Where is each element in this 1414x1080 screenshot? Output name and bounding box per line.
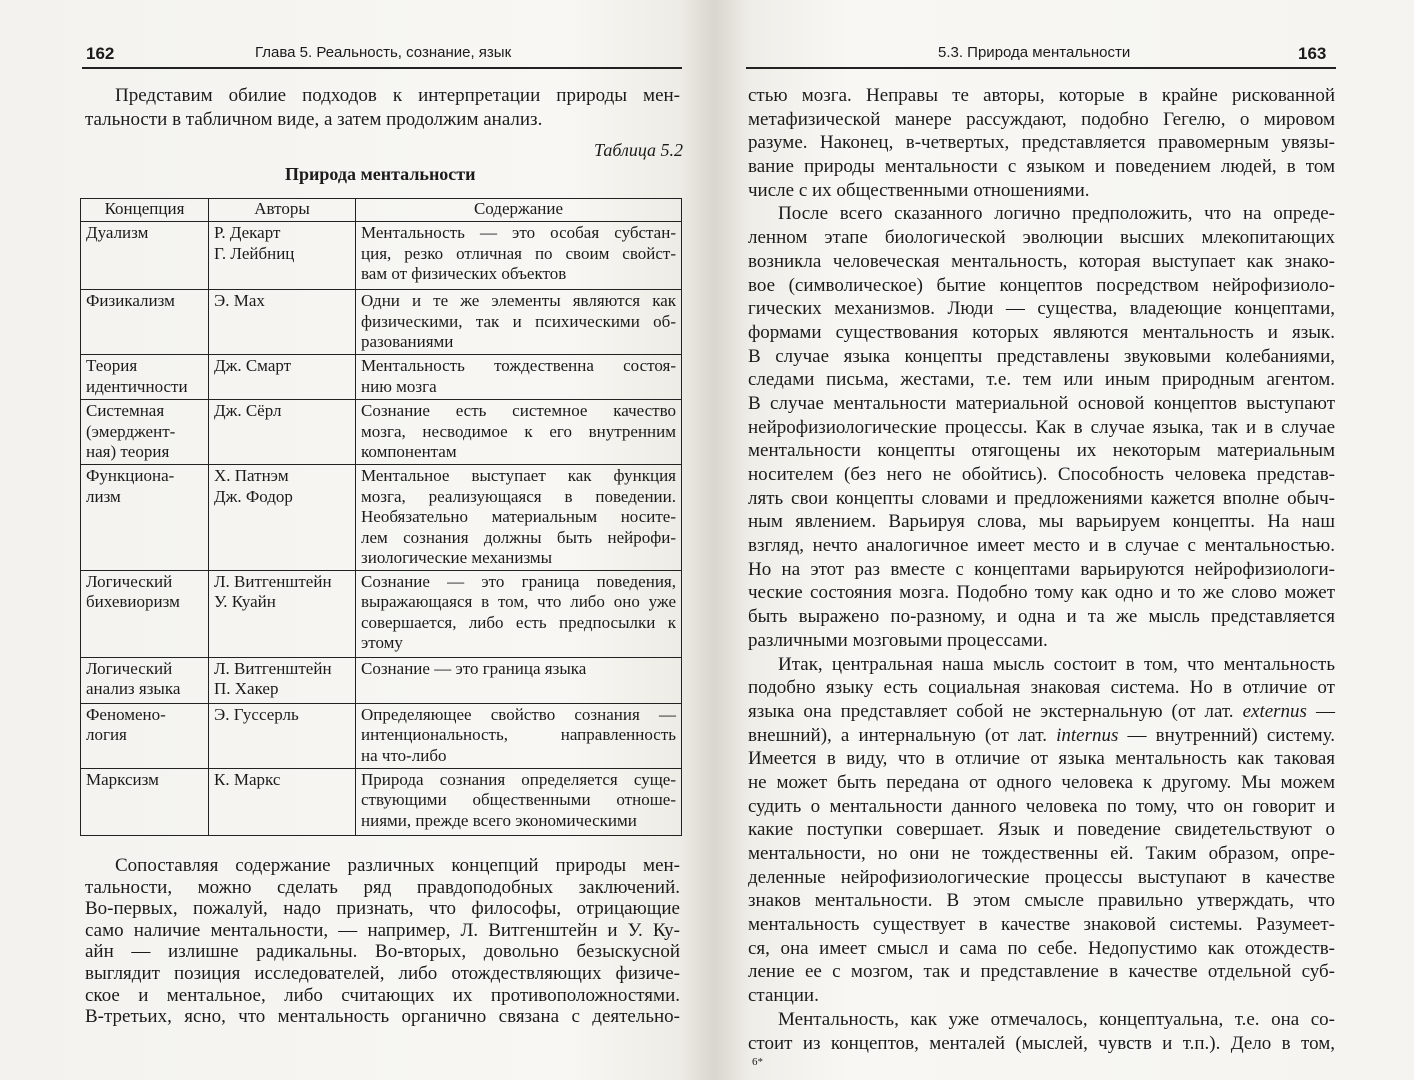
authors-cell bbox=[209, 768, 356, 835]
text-line: судить о ментальности данного человека по тому, что он говорит и bbox=[748, 795, 1335, 817]
text-line: В случае языка концепты представлены звуковыми колебаниями, bbox=[748, 345, 1335, 367]
text-segment: — внутренний) систему. bbox=[1118, 724, 1336, 746]
intro-paragraph bbox=[85, 84, 680, 131]
cell-line: Сознание есть системное качество bbox=[361, 401, 676, 420]
italic-term: externus bbox=[1242, 700, 1307, 722]
content-cell bbox=[356, 703, 682, 768]
cell-line: Системная bbox=[86, 401, 165, 420]
running-head-left: Глава 5. Реальность, сознание, язык bbox=[255, 44, 512, 61]
page-number-left: 162 bbox=[86, 44, 115, 63]
header-rule-right bbox=[746, 67, 1336, 69]
content-cell bbox=[356, 400, 682, 465]
content-cell bbox=[356, 657, 682, 703]
cell-line: Ментальное выступает как функция bbox=[361, 466, 676, 485]
text-line: какие поступки совершает. Язык и поведение свидетельствуют о bbox=[748, 819, 1335, 841]
table-row bbox=[81, 400, 682, 465]
text-line: различными мозговыми процессами. bbox=[748, 629, 1048, 651]
signature-mark: 6* bbox=[752, 1056, 763, 1068]
text-line: возникла человеческая ментальность, которая выступает как знако- bbox=[748, 250, 1335, 272]
cell-line: У. Куайн bbox=[214, 592, 276, 611]
cell-line: П. Хакер bbox=[214, 679, 279, 698]
cell-line: лем сознания должны быть нейрофи- bbox=[361, 527, 676, 547]
text-line: стоит из концептов, менталей (мыслей, чувств и т.п.). Дело в том, bbox=[748, 1032, 1335, 1054]
text-line: Во-первых, пожалуй, надо признать, что философы, отрицающие bbox=[85, 898, 680, 920]
cell-line: Определяющее свойство сознания — bbox=[361, 704, 676, 724]
closing-paragraph bbox=[85, 855, 680, 1028]
text-line: тальности в табличном виде, а затем продолжим анализ. bbox=[85, 108, 543, 130]
table-label: Таблица 5.2 bbox=[594, 140, 684, 160]
content-cell bbox=[356, 290, 682, 355]
authors-cell bbox=[209, 400, 356, 465]
cell-line: Л. Витгенштейн bbox=[214, 571, 332, 591]
text-line: Представим обилие подходов к интерпретации природы мен- bbox=[115, 85, 680, 106]
cell-line: Необязательно материальным носите- bbox=[361, 507, 676, 526]
text-line: носителем (без него не обойтись). Способность человека представ- bbox=[748, 464, 1335, 485]
text-line bbox=[748, 700, 1335, 724]
text-line: подобно языку есть социальная знаковая система. Но в отличие от bbox=[748, 677, 1335, 699]
right-page-body bbox=[748, 84, 1335, 1055]
text-line: ческие состояния мозга. Подобно тому как одно и то же слово может bbox=[748, 582, 1335, 604]
cell-line: Физикализм bbox=[86, 291, 175, 310]
text-line: стью мозга. Неправы те авторы, которые в крайне рискованной bbox=[748, 85, 1335, 106]
text-line: Ментальность, как уже отмечалось, концептуальна, т.е. она со- bbox=[778, 1008, 1335, 1030]
authors-cell bbox=[209, 703, 356, 768]
content-cell bbox=[356, 570, 682, 657]
text-line: знаков ментальности. В этом смысле правильно утверждать, что bbox=[748, 890, 1335, 912]
text-line: ментальности, но они не тождественны ей. Таким образом, опре- bbox=[748, 843, 1335, 864]
text-line: быть выражено по-разному, и одна и та же мысль представляется bbox=[748, 606, 1335, 628]
table-row bbox=[81, 657, 682, 703]
text-line: не может быть передана от одного человека к другому. Мы можем bbox=[748, 771, 1335, 793]
text-line: Но на этот раз вместе с концептами варьируются нейрофизиологи- bbox=[748, 558, 1335, 580]
text-line: ным явлением. Варьируя слова, мы варьируем концепты. На наш bbox=[748, 511, 1335, 533]
text-line: метафизической манере рассуждают, подобно Гегелю, о мировом bbox=[748, 108, 1335, 130]
text-line: айн — излишне радикальны. Во-вторых, довольно безыскусной bbox=[85, 941, 680, 963]
cell-line: выражающаяся в том, что либо оно уже bbox=[361, 592, 676, 611]
text-line: вое (символическое) бытие концептов посредством нейрофизиоло- bbox=[748, 274, 1335, 296]
text-line: числе с их общественными отношениями. bbox=[748, 179, 1090, 201]
text-line: Имеется в виду, что в отличие от языка ментальность как таковая bbox=[748, 748, 1335, 770]
table-row bbox=[81, 355, 682, 400]
text-line: После всего сказанного логично предположить, что на опреде- bbox=[778, 203, 1335, 225]
content-cell bbox=[356, 768, 682, 835]
cell-line: логия bbox=[86, 725, 127, 744]
concept-cell bbox=[81, 703, 209, 768]
cell-line: Одни и те же элементы являются как bbox=[361, 291, 676, 310]
authors-cell bbox=[209, 222, 356, 290]
text-line: В-третьих, ясно, что ментальность органично связана с деятельно- bbox=[85, 1006, 680, 1028]
concept-cell bbox=[81, 355, 209, 400]
cell-line: Феномено- bbox=[86, 704, 166, 724]
cell-line: интенциональность, направленность bbox=[361, 725, 676, 744]
page-number-right: 163 bbox=[1298, 44, 1327, 63]
table-row bbox=[81, 465, 682, 571]
cell-line: (эмерджент- bbox=[86, 421, 176, 441]
content-cell bbox=[356, 465, 682, 571]
text-segment: языка она представляет собой не экстернальную (от лат. bbox=[748, 700, 1243, 722]
cell-line: этому bbox=[361, 633, 403, 652]
cell-line: Ментальность тождественна состоя- bbox=[361, 356, 676, 375]
text-line: ское и ментальное, либо считающих их противоположностями. bbox=[85, 984, 680, 1006]
authors-cell bbox=[209, 355, 356, 400]
text-line: В случае ментальности материальной основой концептов выступают bbox=[748, 392, 1335, 414]
authors-cell bbox=[209, 657, 356, 703]
cell-line: анализ языка bbox=[86, 679, 181, 698]
cell-line: Э. Гуссерль bbox=[214, 704, 299, 724]
concept-cell bbox=[81, 400, 209, 465]
text-line: взгляд, нечто аналогичное имеет место и в случае с ментальностью. bbox=[748, 535, 1335, 557]
text-line: само наличие ментальности, — например, Л. Витгенштейн и У. Ку- bbox=[85, 919, 680, 941]
cell-line: физическими, так и психическими об- bbox=[361, 311, 676, 331]
table-row bbox=[81, 290, 682, 355]
table-row bbox=[81, 703, 682, 768]
text-line: тальности, можно сделать ряд правдоподобных заключений. bbox=[85, 876, 680, 898]
cell-line: мозга, несводимое к его внутренним bbox=[361, 421, 676, 441]
cell-line: нию мозга bbox=[361, 376, 437, 396]
text-segment: внешний), а интернальную (от лат. bbox=[748, 724, 1057, 746]
table-row bbox=[81, 768, 682, 835]
text-line: деленные нейрофизиологические процессы выступают в качестве bbox=[748, 866, 1335, 888]
concept-cell bbox=[81, 465, 209, 571]
cell-line: Ментальность — это особая субстан- bbox=[361, 223, 676, 242]
cell-line: разованиями bbox=[361, 332, 454, 351]
text-line: следами письма, жестами, т.е. тем или иным природным агентом. bbox=[748, 369, 1335, 391]
content-cell bbox=[356, 222, 682, 290]
table-row bbox=[81, 570, 682, 657]
concept-cell bbox=[81, 657, 209, 703]
cell-line: ниями, прежде всего экономическими bbox=[361, 810, 637, 830]
cell-line: ция, резко отличная по своим свойст- bbox=[361, 243, 676, 263]
text-line: Сопоставляя содержание различных концепций природы мен- bbox=[115, 855, 680, 876]
text-line: гических механизмов. Люди — существа, владеющие концептами, bbox=[748, 298, 1335, 320]
cell-line: лизм bbox=[86, 486, 121, 506]
table-title: Природа ментальности bbox=[285, 164, 476, 184]
cell-line: Л. Витгенштейн bbox=[214, 658, 332, 678]
authors-cell bbox=[209, 570, 356, 657]
authors-cell bbox=[209, 465, 356, 571]
header-concept: Концепция bbox=[81, 199, 209, 222]
table-row bbox=[81, 222, 682, 290]
cell-line: Дж. Фодор bbox=[214, 486, 293, 506]
text-line: формами существования которых являются ментальность и язык. bbox=[748, 321, 1335, 343]
cell-line: Дж. Сёрл bbox=[214, 401, 282, 420]
mentality-table bbox=[80, 198, 682, 836]
italic-term: internus bbox=[1056, 724, 1119, 746]
cell-line: бихевиоризм bbox=[86, 592, 180, 611]
concept-cell bbox=[81, 768, 209, 835]
cell-line: Марксизм bbox=[86, 769, 159, 789]
running-head-right: 5.3. Природа ментальности bbox=[938, 44, 1131, 61]
cell-line: К. Маркс bbox=[214, 769, 281, 789]
cell-line: мозга, реализующаяся в поведении. bbox=[361, 486, 676, 506]
concept-cell bbox=[81, 222, 209, 290]
cell-line: Г. Лейбниц bbox=[214, 243, 295, 263]
text-line bbox=[748, 724, 1335, 748]
text-line: ментальность существует в качестве знаковой системы. Разумеет- bbox=[748, 914, 1335, 936]
header-rule-left bbox=[82, 67, 682, 69]
cell-line: Природа сознания определяется суще- bbox=[361, 769, 676, 789]
cell-line: Сознание — это граница поведения, bbox=[361, 571, 676, 591]
authors-cell bbox=[209, 290, 356, 355]
cell-line: идентичности bbox=[86, 376, 188, 396]
text-line: станции. bbox=[748, 985, 819, 1007]
text-line: вание природы ментальности с языком и поведением людей, в том bbox=[748, 156, 1335, 178]
text-line: выглядит позиция исследователей, либо отождествляющих физиче- bbox=[85, 962, 680, 984]
cell-line: ная) теория bbox=[86, 442, 170, 461]
cell-line: Теория bbox=[86, 356, 138, 375]
cell-line: на что-либо bbox=[361, 745, 447, 765]
cell-line: вам от физических объектов bbox=[361, 264, 567, 283]
cell-line: Сознание — это граница языка bbox=[361, 658, 587, 678]
text-line: ментальности концепты отягощены их некоторым материальным bbox=[748, 440, 1335, 462]
text-line: разуме. Наконец, в-четвертых, представляется правомерным увязы- bbox=[748, 132, 1335, 154]
cell-line: компонентам bbox=[361, 442, 457, 461]
text-line: ление ее с мозгом, так и представление в качестве отдельной суб- bbox=[748, 961, 1335, 983]
cell-line: зиологические механизмы bbox=[361, 548, 553, 567]
text-line: ся, она имеет смысл и сама по себе. Недопустимо как отождеств- bbox=[748, 937, 1335, 959]
text-segment: — bbox=[1306, 700, 1335, 722]
header-authors: Авторы bbox=[209, 199, 356, 222]
cell-line: Х. Патнэм bbox=[214, 466, 289, 485]
cell-line: Р. Декарт bbox=[214, 223, 281, 242]
cell-line: ствующими общественными отноше- bbox=[361, 790, 676, 809]
cell-line: Логический bbox=[86, 571, 173, 591]
cell-line: Дж. Смарт bbox=[214, 356, 292, 375]
text-line: лять свои концепты словами и предложениями кажется вполне обыч- bbox=[748, 487, 1335, 509]
concept-cell bbox=[81, 290, 209, 355]
cell-line: совершается, либо есть предпосылки к bbox=[361, 612, 676, 632]
text-line: ленном этапе биологической эволюции высших млекопитающих bbox=[748, 227, 1335, 249]
cell-line: Э. Мах bbox=[214, 291, 265, 310]
text-line: нейрофизиологические процессы. Как в случае языка, так и в случае bbox=[748, 416, 1335, 438]
content-cell bbox=[356, 355, 682, 400]
header-content: Содержание bbox=[356, 199, 682, 222]
cell-line: Логический bbox=[86, 658, 173, 678]
concept-cell bbox=[81, 570, 209, 657]
cell-line: Дуализм bbox=[86, 223, 149, 242]
cell-line: Функциона- bbox=[86, 466, 175, 485]
text-line: Итак, центральная наша мысль состоит в том, что ментальность bbox=[778, 653, 1335, 675]
